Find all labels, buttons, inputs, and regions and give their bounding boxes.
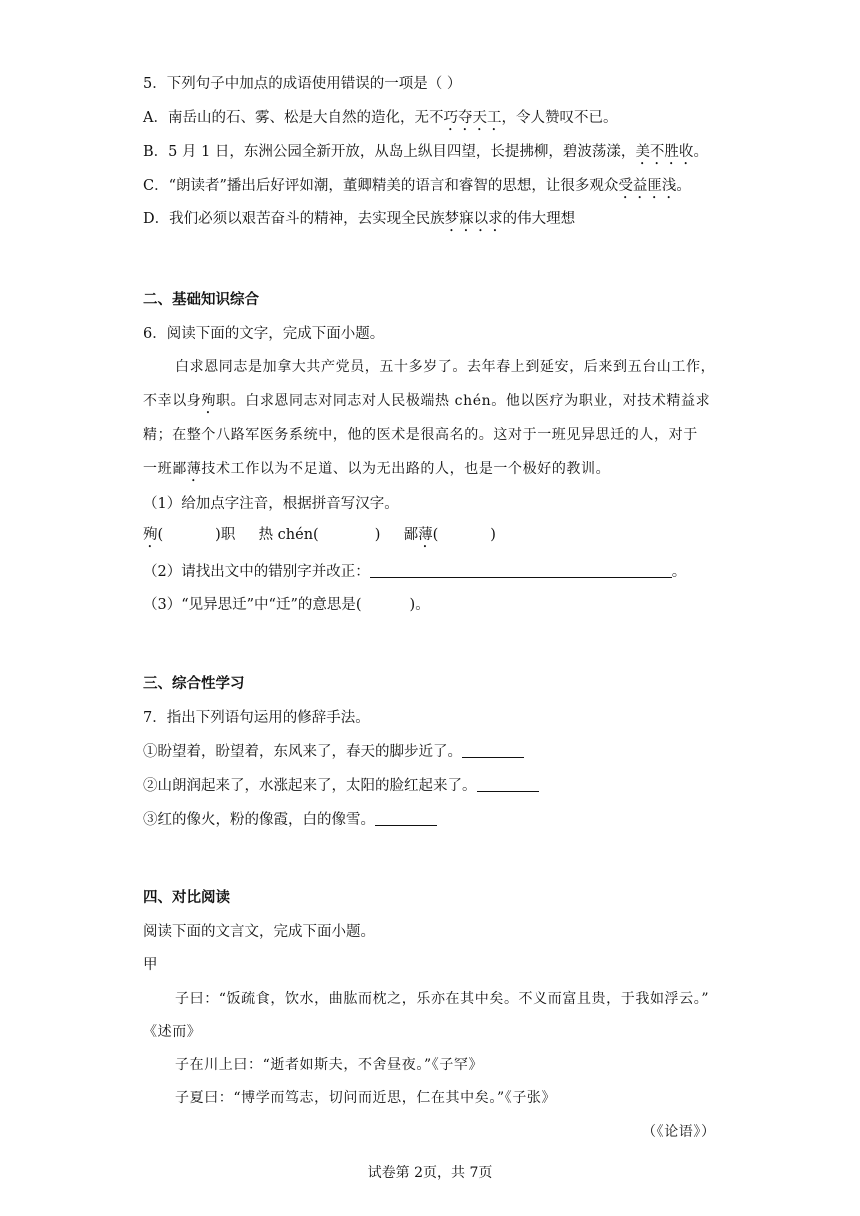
q6-sub2-prompt: （2）请找出文中的错别字并改正： bbox=[143, 564, 370, 580]
q5-option-a[interactable] bbox=[143, 106, 617, 134]
q6-sub1-c-char: 薄 bbox=[418, 527, 433, 543]
q6-sub1-prompt: （1）给加点字注音，根据拼音写汉字。 bbox=[143, 496, 399, 512]
q6-passage-line-1: 白求恩同志是加拿大共产党员，五十多岁了。去年春上到延安，后来到五台山工作， bbox=[175, 359, 716, 375]
sec4-quote-1: 子曰：“饭疏食，饮水，曲肱而枕之，乐亦在其中矣。不义而富且贵，于我如浮云。” bbox=[175, 991, 710, 1007]
q5-c-post: 。 bbox=[676, 178, 691, 194]
q6-sub2 bbox=[143, 560, 686, 581]
sec4-quote-2: 子在川上曰：“逝者如斯夫，不舍昼夜。”《子罕》 bbox=[175, 1057, 484, 1073]
q6-sub3-end: )。 bbox=[409, 597, 430, 613]
q7-item-3 bbox=[143, 808, 437, 829]
section-3-heading: 三、综合性学习 bbox=[143, 676, 245, 692]
q6-sub2-answer-blank[interactable] bbox=[370, 563, 672, 578]
q7-item-3-blank[interactable] bbox=[375, 811, 437, 826]
page-footer: 试卷第 2页，共 7页 bbox=[367, 1165, 493, 1181]
q5-a-post: ，令人赞叹不已。 bbox=[501, 110, 618, 126]
q6-sub1-c-pre: 鄙 bbox=[403, 527, 419, 543]
q6-sub1-b-close: ) bbox=[374, 527, 381, 543]
q5-a-idiom: 巧夺天工 bbox=[443, 110, 502, 126]
section-2-heading: 二、基础知识综合 bbox=[143, 292, 259, 308]
sec4-quote-1-source: 《述而》 bbox=[143, 1024, 202, 1040]
q6-sub1-a-char: 殉 bbox=[143, 527, 158, 543]
q5-b-pre: B．5 月 1 日，东洲公园全新开放，从岛上纵目四望，长提拂柳，碧波荡漾， bbox=[143, 144, 636, 160]
q7-item-2 bbox=[143, 774, 539, 795]
q7-item-2-text: ②山朗润起来了，水涨起来了，太阳的脸红起来了。 bbox=[143, 778, 477, 794]
q6-sub1-a-open: ( bbox=[157, 527, 164, 543]
q6-sub3 bbox=[143, 593, 430, 614]
q6-sub1-a-close: )职 bbox=[215, 527, 236, 543]
q6-sub3-prompt: （3）“见异思迁”中“迁”的意思是( bbox=[143, 597, 362, 613]
q5-option-c[interactable] bbox=[143, 174, 691, 202]
q7-stem: 7．指出下列语句运用的修辞手法。 bbox=[143, 710, 370, 726]
q7-item-1-text: ①盼望着，盼望着，东风来了，春天的脚步近了。 bbox=[143, 744, 462, 760]
sec4-quote-3: 子夏曰：“博学而笃志，切问而近思，仁在其中矣。”《子张》 bbox=[175, 1090, 557, 1106]
q5-d-post: 的伟大理想 bbox=[502, 211, 576, 227]
q6-p2-pre: 不幸以身 bbox=[143, 393, 202, 409]
q5-option-b[interactable] bbox=[143, 140, 708, 168]
q5-c-pre: C．“朗读者”播出后好评如潮，董卿精美的语言和睿智的思想，让很多观众 bbox=[143, 178, 619, 194]
sec4-source: （《论语》） bbox=[642, 1124, 716, 1140]
q5-c-idiom: 受益匪浅 bbox=[618, 178, 677, 194]
q6-stem: 6．阅读下面的文字，完成下面小题。 bbox=[143, 326, 385, 342]
q5-stem: 5．下列句子中加点的成语使用错误的一项是（ ） bbox=[143, 76, 462, 92]
q6-p2-post: 职。白求恩同志对同志对人民极端热 chén。他以医疗为职业，对技术精益求 bbox=[216, 393, 711, 409]
q6-p4-post: 技术工作以为不足道、以为无出路的人，也是一个极好的教训。 bbox=[201, 461, 611, 477]
q5-b-idiom: 美不胜收 bbox=[635, 144, 694, 160]
q7-item-2-blank[interactable] bbox=[477, 777, 539, 792]
q6-passage-line-3: 精；在整个八路军医务系统中，他的医术是很高名的。这对于一班见异思迁的人，对于 bbox=[143, 427, 698, 443]
q6-sub2-end: 。 bbox=[671, 564, 687, 580]
q6-sub1-c-close: ) bbox=[490, 527, 496, 543]
q6-sub1-c-open: ( bbox=[432, 527, 439, 543]
q5-d-pre: D．我们必须以艰苦奋斗的精神，去实现全民族 bbox=[143, 211, 445, 227]
q5-d-idiom: 梦寐以求 bbox=[444, 211, 503, 227]
q6-p2-dotted-char: 殉 bbox=[201, 393, 217, 409]
q7-item-1 bbox=[143, 740, 524, 761]
q7-item-3-text: ③红的像火，粉的像霞，白的像雪。 bbox=[143, 812, 375, 828]
sec4-stem: 阅读下面的文言文，完成下面小题。 bbox=[143, 924, 375, 940]
q5-b-post: 。 bbox=[693, 144, 708, 160]
q6-passage-line-4 bbox=[143, 458, 610, 485]
q5-a-pre: A．南岳山的石、雾、松是大自然的造化，无不 bbox=[143, 110, 444, 126]
q6-passage-line-2 bbox=[143, 390, 710, 417]
q7-item-1-blank[interactable] bbox=[462, 743, 524, 758]
q6-p4-dotted-char: 薄 bbox=[186, 461, 202, 477]
section-4-heading: 四、对比阅读 bbox=[143, 890, 230, 906]
q6-sub1-b-open: 热 chén( bbox=[258, 527, 319, 543]
q5-option-d[interactable] bbox=[143, 207, 575, 235]
sec4-jia-label: 甲 bbox=[143, 957, 158, 973]
q6-sub1-answers bbox=[143, 523, 496, 551]
q6-p4-pre: 一班鄙 bbox=[143, 461, 187, 477]
